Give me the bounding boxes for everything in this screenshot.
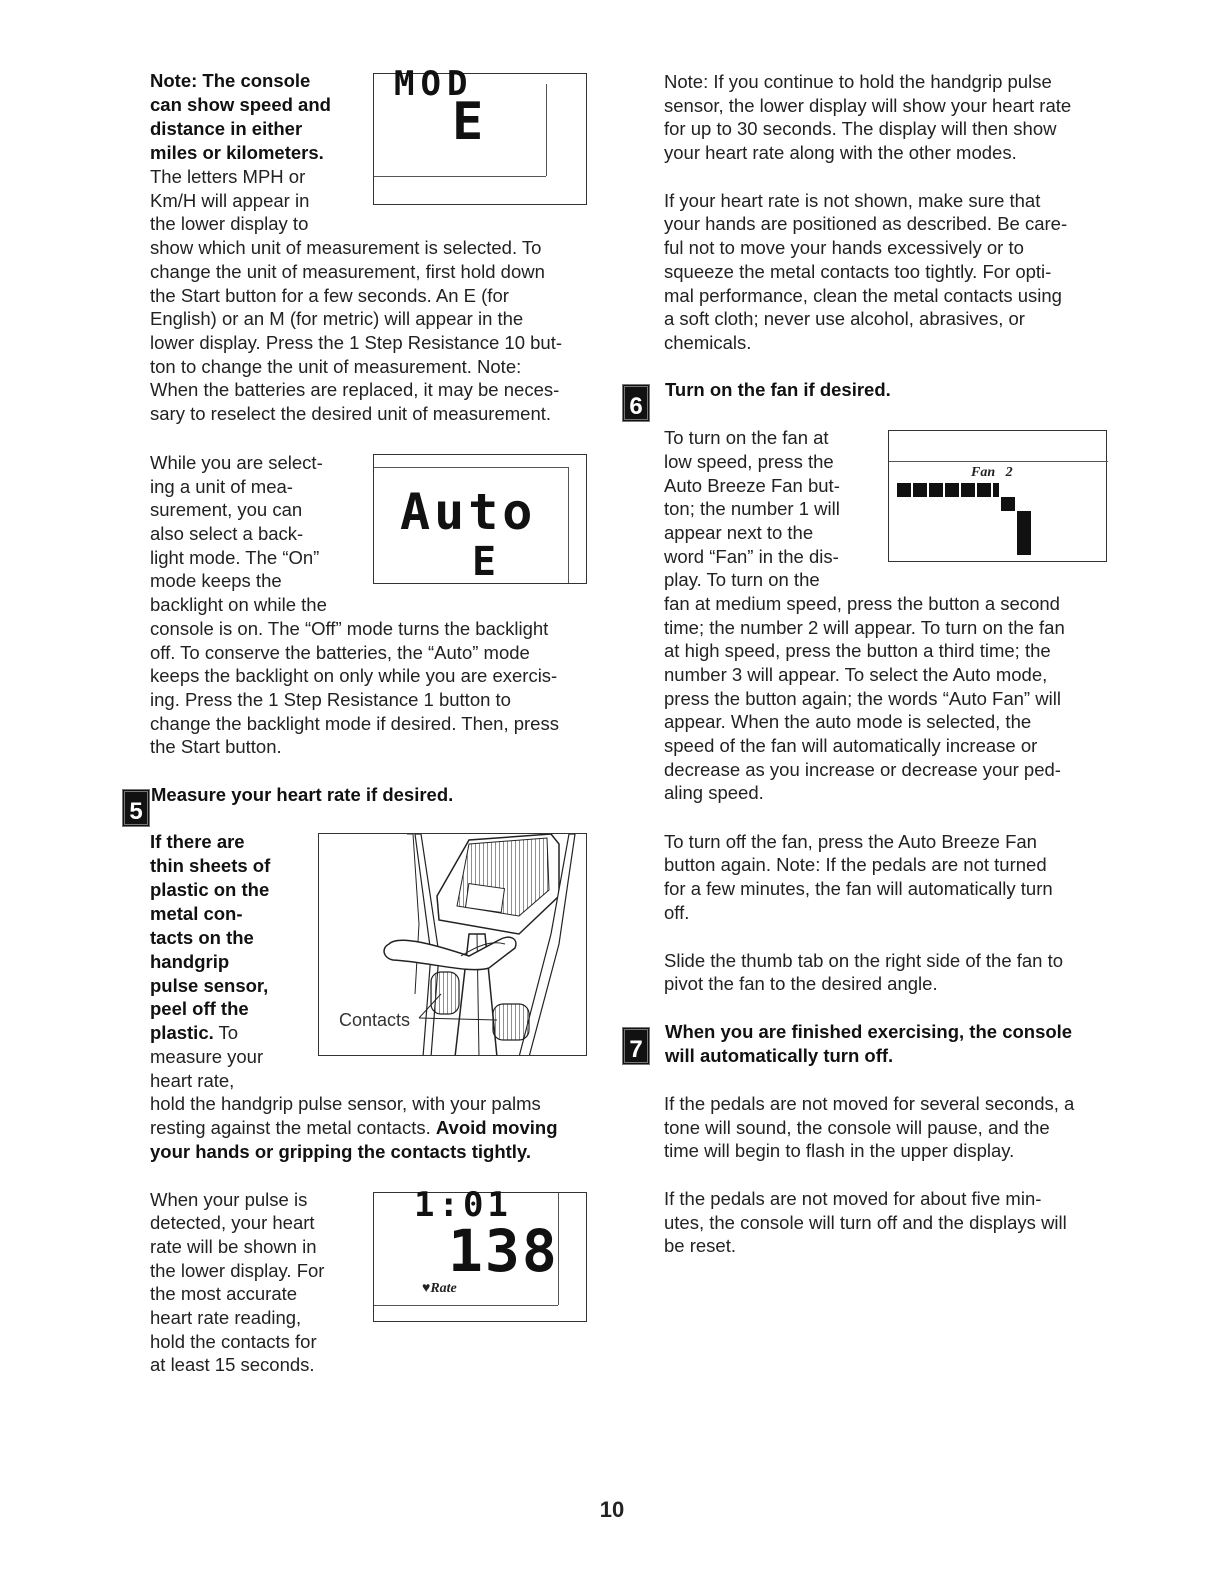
pulse-line: hold the contacts for — [150, 1331, 317, 1352]
not-shown-line: a soft cloth; never use alcohol, abrasives, or — [664, 308, 1025, 329]
display-fan-label: Fan 2 — [971, 465, 1013, 480]
display-rate-label: ♥Rate — [422, 1281, 457, 1296]
hold-note-line: Note: If you continue to hold the handgrip pulse — [664, 71, 1052, 92]
step-6-line: play. To turn on the — [664, 569, 820, 590]
backlight-line: keeps the backlight on only while you are exercis- — [150, 665, 558, 686]
units-note-bold-line: distance in either — [150, 118, 303, 139]
step-5-bold-line: pulse sensor, — [150, 975, 269, 996]
step-6-heading: Turn on the fan if desired. — [665, 379, 891, 400]
handgrip-figure — [318, 833, 587, 1056]
hold-note-line: your heart rate along with the other modes. — [664, 142, 1017, 163]
pause-line: time will begin to flash in the upper display. — [664, 1140, 1015, 1161]
step-5-warning-line: your hands or gripping the contacts tightly. — [150, 1141, 531, 1162]
units-note-line: show which unit of measurement is selected. To — [150, 237, 542, 258]
pause-line: tone will sound, the console will pause, and the — [664, 1117, 1050, 1138]
step-6-line: ton; the number 1 will — [664, 498, 840, 519]
step-7-heading-line: When you are finished exercising, the console — [665, 1021, 1073, 1042]
step-6-line: number 3 will appear. To select the Auto mode, — [664, 664, 1048, 685]
pulse-line: When your pulse is — [150, 1189, 308, 1210]
hold-note-line: sensor, the lower display will show your heart rate — [664, 95, 1072, 116]
backlight-line: off. To conserve the batteries, the “Auto” mode — [150, 642, 530, 663]
step-5-warning-fragment: Avoid moving — [435, 1117, 558, 1138]
fan-display — [888, 430, 1107, 562]
step-6-badge: 6 — [622, 384, 650, 422]
step-5-bold-line: metal con- — [150, 903, 243, 924]
units-note-bold-line: Note: The console — [150, 70, 311, 91]
step-6-line: decrease as you increase or decrease your ped- — [664, 759, 1061, 780]
step-5-bold-line: If there are — [150, 831, 245, 852]
units-note-line: change the unit of measurement, first hold down — [150, 261, 545, 282]
hold-note-line: for up to 30 seconds. The display will then show — [664, 118, 1057, 139]
display-unit-letter: E — [472, 539, 497, 585]
units-note-line: the lower display to — [150, 213, 309, 234]
fan-level-step — [1001, 497, 1015, 511]
display-mode-text: MOD — [394, 64, 474, 104]
step-5-bold-line: tacts on the — [150, 927, 254, 948]
step-6-line: To turn on the fan at — [664, 427, 829, 448]
not-shown-line: mal performance, clean the metal contacts using — [664, 285, 1062, 306]
step-6-line: at high speed, press the button a third time; the — [664, 640, 1051, 661]
step-7-badge: 7 — [622, 1027, 650, 1065]
pulse-line: rate will be shown in — [150, 1236, 317, 1257]
units-note-line: lower display. Press the 1 Step Resistance 10 but- — [150, 332, 563, 353]
units-note-line: When the batteries are replaced, it may be neces- — [150, 379, 560, 400]
units-note-line: English) or an M (for metric) will appear in the — [150, 308, 524, 329]
step-6-line: speed of the fan will automatically increase or — [664, 735, 1038, 756]
pulse-line: the most accurate — [150, 1283, 298, 1304]
step-6-line: fan at medium speed, press the button a second — [664, 593, 1060, 614]
step-5-line: heart rate, — [150, 1070, 235, 1091]
display-unit-letter: E — [452, 92, 484, 152]
not-shown-line: chemicals. — [664, 332, 752, 353]
backlight-line: While you are select- — [150, 452, 323, 473]
backlight-line: ing. Press the 1 Step Resistance 1 button to — [150, 689, 511, 710]
step-6-line: appear. When the auto mode is selected, the — [664, 711, 1032, 732]
step-5-line: measure your — [150, 1046, 264, 1067]
step-6-line: low speed, press the — [664, 451, 834, 472]
step-7-heading-line: will automatically turn off. — [665, 1045, 894, 1066]
fan-level-bar-segments — [897, 483, 999, 497]
backlight-line: console is on. The “Off” mode turns the backlight — [150, 618, 549, 639]
units-note-line: ton to change the unit of measurement. Note: — [150, 356, 522, 377]
step-6-line: time; the number 2 will appear. To turn on the fan — [664, 617, 1065, 638]
display-backlight-mode: Auto — [400, 483, 537, 541]
pulse-line: heart rate reading, — [150, 1307, 302, 1328]
units-note-bold-line: miles or kilometers. — [150, 142, 324, 163]
reset-line: If the pedals are not moved for about five min- — [664, 1188, 1042, 1209]
fan-off-line: To turn off the fan, press the Auto Breeze Fan — [664, 831, 1037, 852]
units-note-line: Km/H will appear in — [150, 190, 310, 211]
fan-off-line: button again. Note: If the pedals are not turned — [664, 854, 1047, 875]
step-5-badge: 5 — [122, 789, 150, 827]
fan-off-line: for a few minutes, the fan will automatically turn — [664, 878, 1053, 899]
step-6-line: appear next to the — [664, 522, 814, 543]
step-6-line: Auto Breeze Fan but- — [664, 475, 840, 496]
backlight-display — [373, 454, 587, 584]
fan-off-line: off. — [664, 902, 690, 923]
step-5-heading: Measure your heart rate if desired. — [151, 784, 454, 805]
step-5-bold-fragment: plastic. — [150, 1022, 214, 1043]
step-5-normal-fragment: To — [213, 1022, 239, 1043]
units-note-line: the Start button for a few seconds. An E (for — [150, 285, 509, 306]
pause-line: If the pedals are not moved for several seconds, a — [664, 1093, 1075, 1114]
not-shown-line: ful not to move your hands excessively or to — [664, 237, 1024, 258]
not-shown-line: If your heart rate is not shown, make sure that — [664, 190, 1041, 211]
step-5-line: hold the handgrip pulse sensor, with your palms — [150, 1093, 541, 1114]
thumb-tab-line: pivot the fan to the desired angle. — [664, 973, 938, 994]
backlight-line: mode keeps the — [150, 570, 282, 591]
units-display — [373, 64, 587, 205]
reset-line: utes, the console will turn off and the displays will — [664, 1212, 1067, 1233]
thumb-tab-line: Slide the thumb tab on the right side of the fan to — [664, 950, 1064, 971]
step-6-line: press the button again; the words “Auto Fan” will — [664, 688, 1061, 709]
contacts-label: Contacts — [339, 1010, 411, 1030]
backlight-line: the Start button. — [150, 736, 282, 757]
units-note-line: The letters MPH or — [150, 166, 306, 187]
step-5-bold-line: handgrip — [150, 951, 230, 972]
backlight-line: light mode. The “On” — [150, 547, 320, 568]
step-5-mixed-line — [150, 1021, 238, 1045]
units-note-line: sary to reselect the desired unit of measurement. — [150, 403, 552, 424]
page-number: 10 — [599, 1497, 625, 1522]
pulse-line: at least 15 seconds. — [150, 1354, 315, 1375]
step-5-normal-fragment: resting against the metal contacts. — [150, 1117, 436, 1138]
heart-rate-display — [373, 1185, 587, 1322]
backlight-line: change the backlight mode if desired. Then, press — [150, 713, 559, 734]
units-note-bold-line: can show speed and — [150, 94, 331, 115]
pulse-line: the lower display. For — [150, 1260, 325, 1281]
reset-line: be reset. — [664, 1235, 736, 1256]
step-6-line: word “Fan” in the dis- — [664, 546, 839, 567]
display-heart-rate: 138 — [448, 1217, 559, 1285]
step-5-bold-line: peel off the — [150, 998, 249, 1019]
step-5-mixed-line — [150, 1116, 558, 1140]
backlight-line: surement, you can — [150, 499, 303, 520]
step-5-bold-line: plastic on the — [150, 879, 270, 900]
backlight-line: backlight on while the — [150, 594, 327, 615]
step-5-bold-line: thin sheets of — [150, 855, 271, 876]
backlight-line: also select a back- — [150, 523, 304, 544]
step-6-line: aling speed. — [664, 782, 764, 803]
not-shown-line: squeeze the metal contacts too tightly. For opti- — [664, 261, 1052, 282]
backlight-line: ing a unit of mea- — [150, 476, 293, 497]
pulse-line: detected, your heart — [150, 1212, 315, 1233]
display-time: 1:01 — [414, 1185, 512, 1225]
not-shown-line: your hands are positioned as described. Be care- — [664, 213, 1068, 234]
fan-level-step — [1017, 511, 1031, 555]
